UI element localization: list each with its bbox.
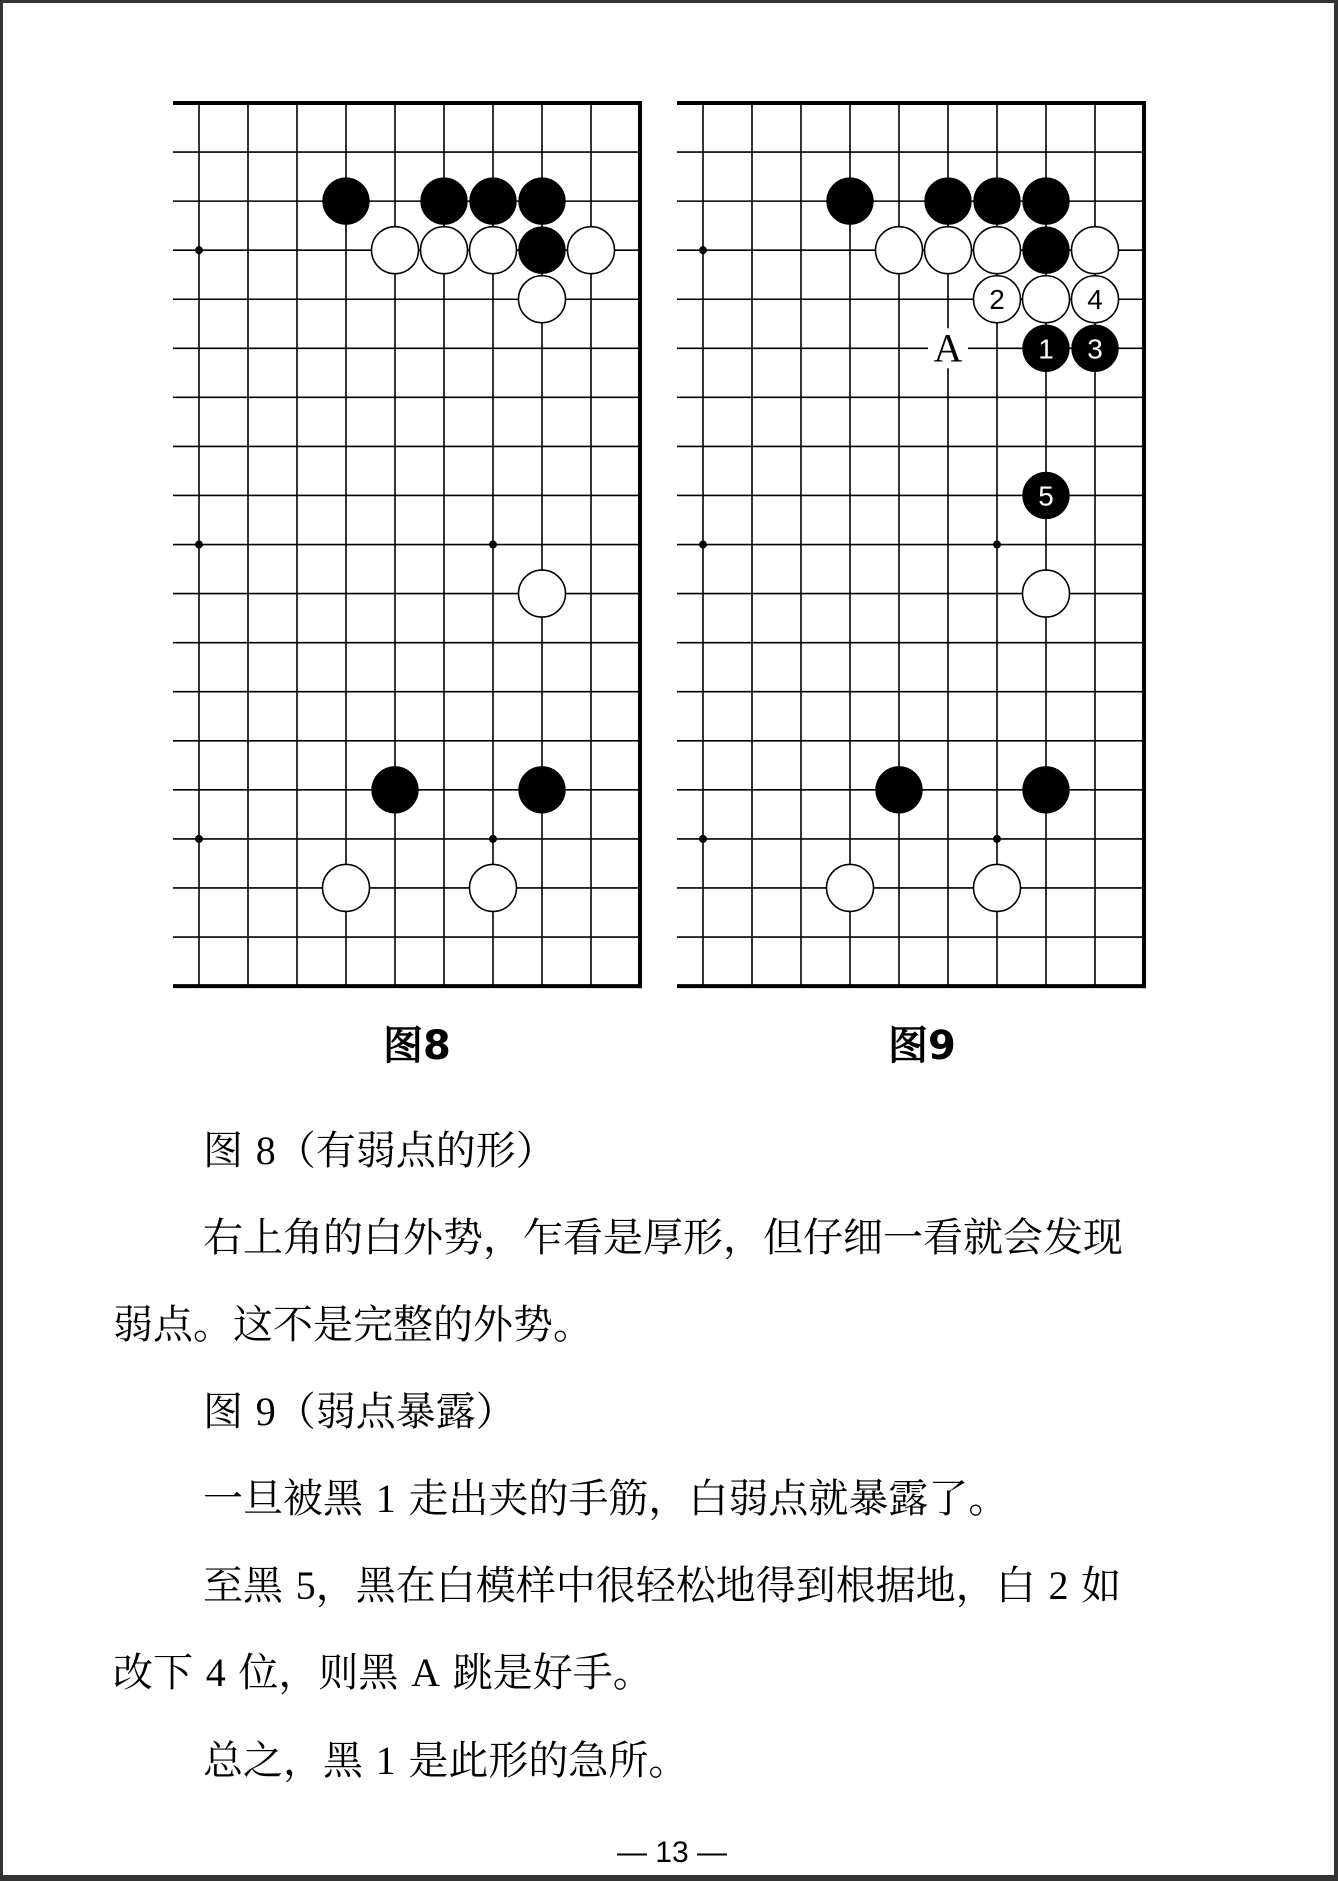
go-board-figure-8 (173, 3, 653, 1003)
white-stone (568, 227, 615, 274)
svg-text:3: 3 (1087, 333, 1103, 365)
heading-number: 8 (255, 1128, 276, 1173)
go-board-figure-9 (677, 3, 1157, 1003)
white-stone (1072, 227, 1119, 274)
move-number: 4 (205, 1650, 226, 1695)
white-stone (470, 227, 517, 274)
figure-8-heading (3, 1126, 1338, 1176)
figure-8-body-line-2: 弱点。这不是完整的外势。 (113, 1302, 593, 1348)
black-stone (323, 178, 370, 225)
white-stone (1023, 570, 1070, 617)
star-point-icon (195, 835, 203, 843)
point-label-A (928, 325, 968, 370)
star-point-icon (699, 835, 707, 843)
star-point-icon (195, 541, 203, 549)
white-stone-2 (974, 276, 1021, 323)
black-stone (925, 178, 972, 225)
black-stone-1 (1023, 325, 1070, 372)
text-run: 走出夹的手筋，白弱点就暴露了。 (395, 1476, 1009, 1522)
black-stone (1023, 227, 1070, 274)
svg-text:2: 2 (989, 284, 1005, 316)
move-number: 5 (295, 1563, 316, 1608)
black-stone (519, 227, 566, 274)
svg-text:5: 5 (1038, 480, 1054, 512)
white-stone (372, 227, 419, 274)
black-stone (519, 766, 566, 813)
black-stone (1023, 178, 1070, 225)
move-number: 2 (1048, 1563, 1069, 1608)
text-run: 改下 (113, 1650, 206, 1696)
black-stone (519, 178, 566, 225)
black-stone (1023, 766, 1070, 813)
star-point-icon (489, 541, 497, 549)
point-label: A (411, 1650, 441, 1695)
text-run: 跳是好手。 (440, 1650, 653, 1696)
star-point-icon (489, 835, 497, 843)
svg-text:4: 4 (1087, 284, 1103, 316)
text-run: 是此形的急所。 (395, 1738, 689, 1784)
svg-text:1: 1 (1038, 333, 1054, 365)
text-run: ，黑在白模样中很轻松地得到根据地，白 (315, 1563, 1049, 1609)
figure-9-body-paragraph-3 (3, 1736, 1338, 1786)
figure-8-caption: 图8 (383, 1023, 451, 1069)
white-stone (519, 570, 566, 617)
text-run: 总之，黑 (203, 1738, 376, 1784)
star-point-icon (699, 541, 707, 549)
black-stone-5 (1023, 472, 1070, 519)
black-stone (470, 178, 517, 225)
white-stone (519, 276, 566, 323)
heading-title: （弱点暴露） (275, 1389, 516, 1435)
figure-9-heading (3, 1387, 1338, 1437)
white-stone (470, 864, 517, 911)
text-run: 一旦被黑 (203, 1476, 376, 1522)
figure-9-caption: 图9 (888, 1023, 956, 1069)
white-stone (827, 864, 874, 911)
black-stone (827, 178, 874, 225)
white-stone (925, 227, 972, 274)
figure-8-body-line-1: 右上角的白外势，乍看是厚形，但仔细一看就会发现 (203, 1215, 1123, 1261)
heading-prefix: 图 (203, 1128, 256, 1174)
star-point-icon (993, 835, 1001, 843)
black-stone (372, 766, 419, 813)
white-stone (421, 227, 468, 274)
white-stone-4 (1072, 276, 1119, 323)
white-stone (876, 227, 923, 274)
svg-text:A: A (933, 325, 963, 371)
star-point-icon (195, 246, 203, 254)
figure-9-body-paragraph-1 (3, 1474, 1338, 1524)
move-number: 1 (375, 1476, 396, 1521)
star-point-icon (699, 246, 707, 254)
text-run: 至黑 (203, 1563, 296, 1609)
white-stone (1023, 276, 1070, 323)
move-number: 1 (375, 1738, 396, 1783)
white-stone (323, 864, 370, 911)
figure-9-body-paragraph-2-line-2 (3, 1648, 1338, 1698)
black-stone (876, 766, 923, 813)
white-stone (974, 227, 1021, 274)
star-point-icon (993, 541, 1001, 549)
text-run: 位，则黑 (225, 1650, 412, 1696)
black-stone (974, 178, 1021, 225)
text-run: 如 (1068, 1563, 1122, 1609)
white-stone (974, 864, 1021, 911)
heading-prefix: 图 (203, 1389, 256, 1435)
figure-9-body-paragraph-2-line-1 (3, 1561, 1338, 1611)
heading-title: （有弱点的形） (275, 1128, 556, 1174)
black-stone (421, 178, 468, 225)
black-stone-3 (1072, 325, 1119, 372)
heading-number: 9 (255, 1389, 276, 1434)
page-number: — 13 — (616, 1836, 728, 1869)
